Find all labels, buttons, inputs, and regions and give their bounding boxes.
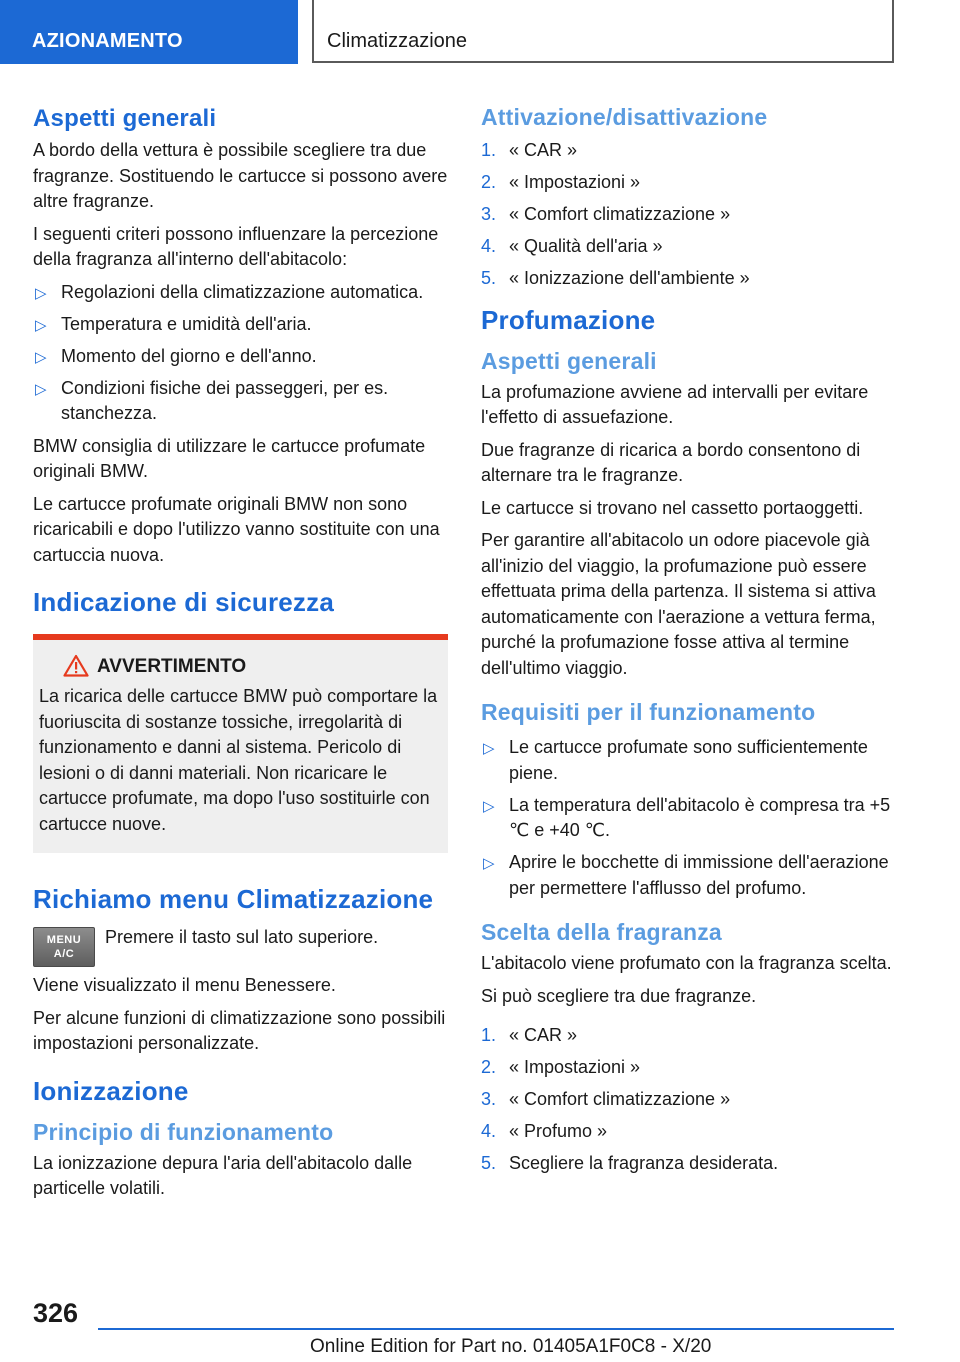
chapter-title: Climatizzazione	[327, 30, 468, 52]
heading-attivazione: Attivazione/disattivazione	[481, 104, 768, 130]
heading-principio-funzionamento: Principio di funzionamento	[33, 1118, 334, 1145]
paragraph: Si può scegliere tra due fragranze.	[481, 985, 757, 1006]
triangle-bullet-icon: ▷	[35, 348, 47, 366]
heading-aspetti-generali: Aspetti generali	[33, 105, 217, 132]
triangle-bullet-icon: ▷	[35, 284, 47, 302]
footer-edition: Online Edition for Part no. 01405A1F0C8 - X/20	[310, 1336, 712, 1357]
list-item: 5. « Ionizzazione dell'ambiente »	[481, 268, 750, 288]
chapter-header	[312, 0, 894, 63]
paragraph: L'abitacolo viene profumato con la fragranza scelta.	[481, 953, 892, 973]
paragraph: Per alcune funzioni di climatizzazione sono possibili impostazioni personalizzate.	[33, 1007, 446, 1053]
list-item: 1. « CAR »	[481, 1025, 578, 1045]
list-item: ▷ Regolazioni della climatizzazione automatica.	[33, 280, 448, 306]
footer-divider	[98, 1328, 894, 1330]
list-item: 5. Scegliere la fragranza desiderata.	[481, 1153, 779, 1173]
menu-ac-button-icon: MENU A/C	[33, 927, 95, 967]
warning-text: La ricarica delle cartucce BMW può comportare la fuoriuscita di sostanze tossiche, irregolarità di funzionamento e danni al sistema. Pericolo di lesioni o di danni materiali. Non ricaricare le cartucce profumate, ma dopo l'uso sostituirle con cartucce nuove.	[39, 686, 438, 834]
list-item: 4. « Profumo »	[481, 1121, 608, 1141]
page-number: 326	[33, 1298, 79, 1328]
triangle-bullet-icon: ▷	[483, 797, 495, 815]
paragraph: Per garantire all'abitacolo un odore piacevole già all'inizio del viaggio, la profumazione può essere effettuata prima della partenza. Il sistema si attiva automaticamente con l'aerazione a vettura ferma, purché la profumazione fosse attiva al termine dell'ultimo viaggio.	[481, 530, 876, 678]
paragraph: La profumazione avviene ad intervalli per evitare l'effetto di assuefazione.	[481, 381, 869, 427]
paragraph: Premere il tasto sul lato superiore.	[105, 927, 379, 947]
paragraph: La ionizzazione depura l'aria dell'abitacolo dalle particelle volatili.	[33, 1152, 413, 1198]
left-column	[33, 100, 448, 1209]
scelta-steps	[481, 1023, 897, 1177]
heading-requisiti: Requisiti per il funzionamento	[481, 699, 816, 725]
list-item: 3. « Comfort climatizzazione »	[481, 1089, 731, 1109]
heading-ionizzazione: Ionizzazione	[33, 1075, 189, 1106]
section-tab	[0, 0, 298, 64]
paragraph: Le cartucce profumate originali BMW non sono ricaricabili e dopo l'utilizzo vanno sostituite con una cartuccia nuova.	[33, 493, 440, 565]
list-item: ▷ Aprire le bocchette di immissione dell'aerazione per permettere l'afflusso del profumo.	[483, 852, 889, 898]
warning-heading: AVVERTIMENTO	[39, 654, 442, 680]
paragraph: BMW consiglia di utilizzare le cartucce profumate originali BMW.	[33, 435, 426, 481]
list-item: 4. « Qualità dell'aria »	[481, 236, 663, 256]
list-item: ▷ Momento del giorno e dell'anno.	[33, 344, 448, 370]
triangle-bullet-icon: ▷	[483, 740, 495, 757]
requisiti-list	[481, 735, 897, 901]
right-column	[481, 100, 897, 1189]
paragraph: A bordo della vettura è possibile scegliere tra due fragranze. Sostituendo le cartucce si possono avere altre fragranze.	[33, 140, 448, 211]
list-item: 2. « Impostazioni »	[481, 1057, 641, 1077]
heading-aspetti-generali: Aspetti generali	[481, 347, 657, 374]
warning-box	[33, 634, 448, 853]
list-item: ▷ Le cartucce profumate sono sufficientemente piene.	[483, 737, 868, 783]
section-title: AZIONAMENTO	[32, 30, 183, 52]
paragraph: Viene visualizzato il menu Benessere.	[33, 975, 336, 995]
list-item: 3. « Comfort climatizzazione »	[481, 204, 731, 224]
triangle-bullet-icon: ▷	[35, 380, 47, 398]
list-item: 2. « Impostazioni »	[481, 172, 641, 192]
paragraph: Due fragranze di ricarica a bordo consentono di alternare tra le fragranze.	[481, 439, 861, 485]
paragraph: Le cartucce si trovano nel cassetto portaoggetti.	[481, 497, 864, 518]
list-item: ▷ La temperatura dell'abitacolo è compresa tra +5 ℃ e +40 ℃.	[483, 794, 891, 840]
triangle-bullet-icon: ▷	[35, 316, 47, 334]
warning-triangle-icon	[63, 654, 89, 677]
list-item: 1. « CAR »	[481, 140, 578, 160]
heading-indicazione-sicurezza: Indicazione di sicurezza	[33, 587, 334, 617]
heading-profumazione: Profumazione	[481, 304, 656, 335]
heading-richiamo-menu: Richiamo menu Climatizzazione	[33, 884, 434, 914]
list-item: ▷ Condizioni fisiche dei passeggeri, per es. stanchezza.	[35, 377, 389, 423]
list-item: ▷ Temperatura e umidità dell'aria.	[33, 312, 448, 338]
triangle-bullet-icon: ▷	[483, 855, 495, 872]
criteria-list	[33, 280, 448, 427]
heading-scelta-fragranza: Scelta della fragranza	[481, 919, 722, 945]
paragraph: I seguenti criteri possono influenzare la percezione della fragranza all'interno dell'abitacolo:	[33, 223, 439, 269]
attivazione-steps	[481, 138, 897, 292]
